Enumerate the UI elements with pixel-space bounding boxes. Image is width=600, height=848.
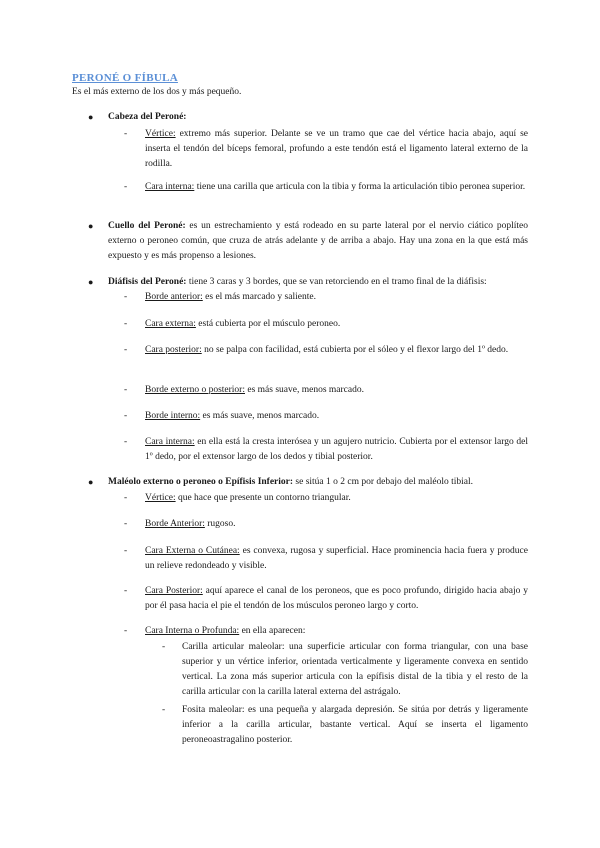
section-maleolo (88, 475, 528, 490)
section-text: se sitúa 1 o 2 cm por debajo del maléolo tibial. (293, 477, 473, 487)
dash-icon: - (162, 642, 166, 652)
item-text: rugoso. (204, 519, 236, 529)
item-term: Cara posterior: (145, 345, 202, 355)
bullet-icon: ● (88, 477, 94, 487)
section-cuello (88, 219, 528, 264)
bullet-icon: ● (88, 221, 94, 231)
item-text: en ella está la cresta interósea y un agujero nutricio. Cubierta por el extensor largo del 1º dedo, por el extensor largo de los dedos y tibial posterior. (145, 437, 528, 462)
item-text: que hace que presente un contorno triangular. (175, 493, 351, 503)
item-text: no se palpa con facilidad, está cubierta por el sóleo y el flexor largo del 1º dedo. (201, 345, 509, 355)
dash-icon: - (124, 411, 128, 421)
bullet-icon: ● (88, 112, 94, 122)
item-term: Borde Anterior: (145, 519, 205, 529)
dash-icon: - (162, 705, 166, 715)
section-heading: Maléolo externo o peroneo o Epífisis Inferior: (108, 477, 294, 487)
section-diafisis (88, 275, 528, 290)
item-term: Cara Externa o Cutánea: (145, 546, 240, 556)
item-text: extremo más superior. Delante se ve un tramo que cae del vértice hacia abajo, aquí se inserta el tendón del bíceps femoral, profundo a este tendón está el ligamento lateral externo de la rodilla. (145, 129, 528, 169)
dash-icon: - (124, 519, 128, 529)
item-term: Cara externa: (145, 319, 196, 329)
list-item (124, 491, 528, 506)
list-item (124, 435, 528, 465)
section-text: tiene 3 caras y 3 bordes, que se van retorciendo en el tramo final de la diáfisis: (186, 277, 487, 287)
item-term: Cara interna: (145, 437, 195, 447)
list-item (124, 544, 528, 574)
item-term: Cara Interna o Profunda: (145, 626, 240, 636)
section-heading: Diáfisis del Peroné: (108, 277, 187, 287)
dash-icon: - (124, 319, 128, 329)
item-text: en ella aparecen: (239, 626, 306, 636)
list-item (124, 127, 528, 172)
item-term: Borde interno: (145, 411, 201, 421)
item-term: Vértice: (145, 129, 176, 139)
dash-icon: - (124, 292, 128, 302)
item-term: Borde externo o posterior: (145, 385, 245, 395)
item-term: Borde anterior: (145, 292, 203, 302)
item-text: es más suave, menos marcado. (200, 411, 320, 421)
section-cabeza (88, 110, 528, 125)
list-item (124, 317, 528, 332)
document-title: PERONÉ O FÍBULA (72, 72, 178, 84)
sub-item-text: Fosita maleolar: es una pequeña y alargada depresión. Se sitúa por detrás y ligeramente inferior a la carilla articular, bastante vertical. Aquí se inserta el ligamento peroneoastragalino posterior. (182, 705, 528, 745)
item-text: es convexa, rugosa y superficial. Hace prominencia hacia fuera y produce un relieve redondeado y visible. (145, 546, 528, 571)
dash-icon: - (124, 385, 128, 395)
list-item (124, 624, 528, 639)
dash-icon: - (124, 493, 128, 503)
list-item (124, 290, 528, 305)
item-text: está cubierta por el músculo peroneo. (195, 319, 341, 329)
sub-list-item (162, 703, 528, 748)
item-term: Vértice: (145, 493, 176, 503)
dash-icon: - (124, 437, 128, 447)
item-term: Cara interna: (145, 182, 195, 192)
section-text: es un estrechamiento y está rodeado en su parte lateral por el nervio ciático poplíteo externo o peroneo común, que cruza de atrás adelante y de arriba a abajo. Hay una zona en la que está más expuesto y es más propenso a lesiones. (108, 221, 528, 261)
sub-list-item (162, 640, 528, 700)
dash-icon: - (124, 129, 128, 139)
sub-item-text: Carilla articular maleolar: una superficie articular con forma triangular, con una base superior y un vértice inferior, orientada verticalmente y ligeramente convexa en sentido vertical. La zona más superior articula con la epífisis distal de la tibia y el resto de la carilla articular con la carilla lateral externa del astrágalo. (182, 642, 528, 697)
bullet-icon: ● (88, 277, 94, 287)
list-item (124, 409, 528, 424)
list-item (124, 343, 528, 358)
list-item (124, 584, 528, 614)
item-text: es más suave, menos marcado. (245, 385, 364, 395)
item-term: Cara Posterior: (145, 586, 203, 596)
section-heading: Cuello del Peroné: (108, 221, 186, 231)
section-heading: Cabeza del Peroné: (108, 112, 187, 122)
dash-icon: - (124, 626, 128, 636)
item-text: es el más marcado y saliente. (202, 292, 316, 302)
dash-icon: - (124, 345, 128, 355)
dash-icon: - (124, 546, 128, 556)
list-item (124, 383, 528, 398)
list-item (124, 517, 528, 532)
list-item (124, 180, 528, 195)
dash-icon: - (124, 586, 128, 596)
item-text: aquí aparece el canal de los peroneos, que es poco profundo, dirigido hacia abajo y por él pasa hacia el pie el tendón de los músculos peroneo largo y corto. (145, 586, 528, 611)
intro-text: Es el más externo de los dos y más pequeño. (72, 87, 242, 97)
item-text: tiene una carilla que articula con la tibia y forma la articulación tibio peronea superior. (194, 182, 526, 192)
dash-icon: - (124, 182, 128, 192)
